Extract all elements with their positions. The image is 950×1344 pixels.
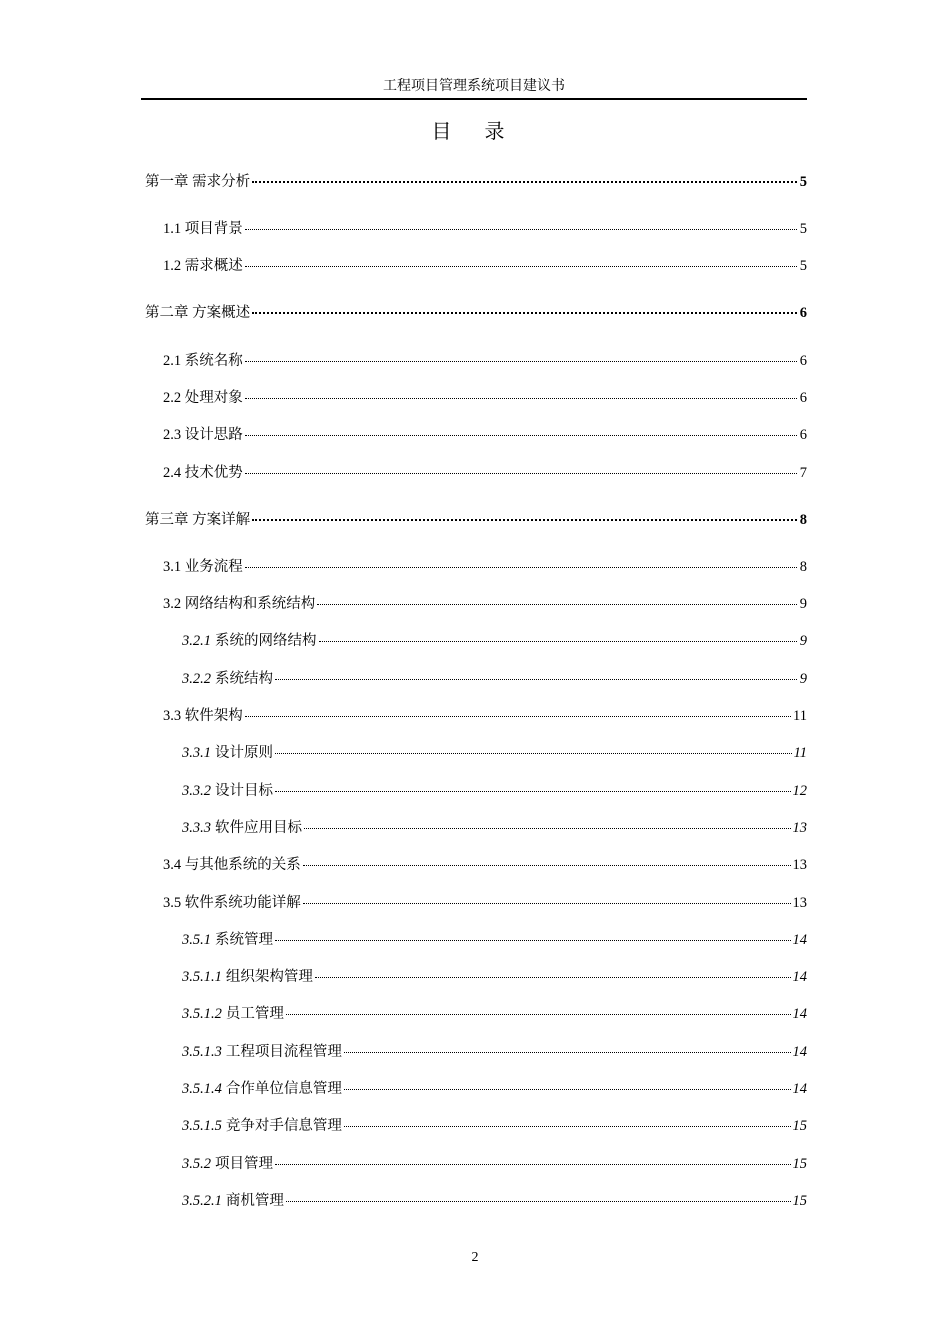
toc-dot-leader (245, 716, 791, 717)
toc-entry-label (182, 743, 273, 763)
toc-dot-leader (245, 567, 797, 568)
toc-dot-leader (317, 604, 797, 605)
toc-entry[interactable] (182, 967, 807, 987)
toc-page-number: 14 (792, 1006, 807, 1022)
toc-entry[interactable] (163, 256, 807, 276)
toc-entry-number: 3.5.1.2 (182, 1006, 222, 1022)
toc-entry-text: 组织架构管理 (225, 969, 313, 985)
toc-entry-label (163, 388, 243, 408)
toc-entry-text: 第二章 方案概述 (145, 305, 251, 321)
toc-entry-text: 竞争对手信息管理 (225, 1118, 342, 1134)
toc-entry[interactable] (182, 669, 807, 689)
toc-page-number: 6 (799, 353, 807, 369)
toc-page-number: 9 (799, 671, 807, 687)
toc-entry-label (182, 1079, 342, 1099)
toc-page-number: 13 (792, 895, 807, 911)
toc-entry-label (163, 893, 301, 913)
toc-entry-text: 1.2 需求概述 (163, 258, 243, 274)
toc-entry-label (163, 256, 243, 276)
toc-dot-leader (275, 1164, 791, 1165)
toc-entry[interactable] (182, 743, 807, 763)
toc-page-number: 8 (799, 512, 807, 528)
toc-entry-text: 员工管理 (225, 1006, 284, 1022)
toc-entry[interactable] (163, 388, 807, 408)
toc-entry-label (145, 172, 250, 192)
toc-page-number: 6 (799, 390, 807, 406)
toc-title: 目 录 (431, 121, 519, 143)
page-header-title: 工程项目管理系统项目建议书 (383, 79, 565, 94)
toc-entry-label (182, 781, 273, 801)
toc-dot-leader (319, 641, 798, 642)
toc-entry-label (163, 425, 243, 445)
toc-dot-leader (275, 940, 791, 941)
toc-dot-leader (245, 473, 797, 474)
toc-entry-text: 设计原则 (215, 745, 273, 761)
toc-entry-label (163, 855, 301, 875)
toc-page-number: 13 (792, 820, 807, 836)
toc-entry-text: 商机管理 (225, 1193, 284, 1209)
toc-entry-label (163, 706, 243, 726)
toc-page-number: 13 (792, 857, 807, 873)
toc-entry-label (145, 510, 250, 530)
toc-entry-number: 3.2.2 (182, 671, 211, 687)
toc-entry-text: 3.3 软件架构 (163, 708, 243, 724)
toc-entry[interactable] (182, 818, 807, 838)
toc-entry-label (182, 669, 273, 689)
toc-entry-number: 3.5.1.5 (182, 1118, 222, 1134)
toc-entry-label (182, 1004, 284, 1024)
toc-entry-label (182, 1191, 284, 1211)
toc-entry-number: 3.5.1.1 (182, 969, 222, 985)
toc-entry-label (163, 594, 315, 614)
toc-entry[interactable] (163, 463, 807, 483)
toc-entry[interactable] (163, 706, 807, 726)
toc-entry[interactable] (163, 557, 807, 577)
toc-dot-leader (315, 977, 791, 978)
toc-entry[interactable] (145, 510, 807, 530)
toc-dot-leader (252, 312, 797, 314)
toc-entry-text: 设计目标 (215, 783, 273, 799)
toc-entry-label (182, 1042, 342, 1062)
toc-entry-text: 2.2 处理对象 (163, 390, 243, 406)
toc-entry-number: 3.5.1.4 (182, 1081, 222, 1097)
toc-page-number: 12 (792, 783, 807, 799)
toc-entry-text: 2.1 系统名称 (163, 353, 243, 369)
toc-entry-text: 系统的网络结构 (215, 633, 317, 649)
toc-entry[interactable] (182, 930, 807, 950)
toc-entry-label (163, 351, 243, 371)
toc-entry[interactable] (182, 1116, 807, 1136)
toc-page-number: 14 (792, 969, 807, 985)
toc-entry[interactable] (182, 1154, 807, 1174)
toc-page-number: 15 (792, 1156, 807, 1172)
toc-dot-leader (344, 1126, 791, 1127)
toc-entry-number: 3.5.1 (182, 932, 211, 948)
toc-page-number: 7 (799, 465, 807, 481)
toc-entry[interactable] (163, 425, 807, 445)
toc-entry-text: 1.1 项目背景 (163, 221, 243, 237)
toc-page-number: 6 (799, 305, 807, 321)
toc-page-number: 9 (799, 633, 807, 649)
toc-dot-leader (245, 266, 797, 267)
toc-page-number: 9 (799, 596, 807, 612)
toc-entry-text: 软件应用目标 (215, 820, 302, 836)
toc-page-number: 11 (793, 708, 807, 724)
toc-entry-text: 合作单位信息管理 (225, 1081, 342, 1097)
toc-entry-text: 3.5 软件系统功能详解 (163, 895, 301, 911)
toc-entry-text: 3.2 网络结构和系统结构 (163, 596, 316, 612)
toc-page-number: 15 (792, 1118, 807, 1134)
toc-entry[interactable] (182, 1042, 807, 1062)
toc-page-number: 8 (799, 559, 807, 575)
toc-dot-leader (303, 865, 791, 866)
toc-entry[interactable] (182, 1079, 807, 1099)
toc-page-number: 5 (799, 258, 807, 274)
toc-entry-label (145, 303, 250, 323)
toc-entry-label (182, 1116, 342, 1136)
toc-entry-number: 3.3.1 (182, 745, 211, 761)
toc-dot-leader (304, 828, 791, 829)
toc-entry[interactable] (182, 631, 807, 651)
toc-page-number: 5 (799, 221, 807, 237)
toc-dot-leader (344, 1089, 791, 1090)
toc-entry-text: 3.1 业务流程 (163, 559, 243, 575)
toc-dot-leader (286, 1014, 791, 1015)
toc-entry-number: 3.5.1.3 (182, 1044, 222, 1060)
toc-entry-text: 2.4 技术优势 (163, 465, 243, 481)
toc-entry[interactable] (163, 594, 807, 614)
toc-entry-label (182, 967, 313, 987)
toc-entry-number: 3.3.2 (182, 783, 211, 799)
toc-entry-label (182, 818, 302, 838)
toc-page-number: 5 (799, 174, 807, 190)
toc-entry[interactable] (163, 219, 807, 239)
toc-entry[interactable] (182, 1191, 807, 1211)
toc-dot-leader (245, 435, 797, 436)
toc-entry-text: 工程项目流程管理 (225, 1044, 342, 1060)
toc-entry[interactable] (163, 893, 807, 913)
toc-dot-leader (245, 398, 797, 399)
toc-entry[interactable] (145, 172, 807, 192)
toc-dot-leader (252, 519, 797, 521)
toc-entry-number: 3.2.1 (182, 633, 211, 649)
toc-entry[interactable] (163, 855, 807, 875)
toc-entry-label (182, 631, 317, 651)
toc-page-number: 6 (799, 427, 807, 443)
toc-page-number: 14 (792, 1081, 807, 1097)
toc-entry-text: 第三章 方案详解 (145, 512, 251, 528)
toc-dot-leader (275, 753, 792, 754)
toc-dot-leader (275, 679, 797, 680)
toc-entry[interactable] (182, 1004, 807, 1024)
toc-entry-label (182, 930, 273, 950)
toc-page-number: 14 (792, 932, 807, 948)
toc-entry-text: 系统结构 (215, 671, 273, 687)
page-number: 2 (471, 1250, 479, 1265)
toc-entry-text: 第一章 需求分析 (145, 174, 251, 190)
toc-entry-text: 项目管理 (215, 1156, 273, 1172)
toc-entry[interactable] (163, 351, 807, 371)
toc-dot-leader (303, 903, 791, 904)
toc-entry-label (163, 219, 243, 239)
toc-page-number: 11 (793, 745, 807, 761)
toc-dot-leader (245, 361, 797, 362)
toc-dot-leader (286, 1201, 791, 1202)
toc-entry-number: 3.5.2.1 (182, 1193, 222, 1209)
toc-dot-leader (275, 791, 791, 792)
toc-entry[interactable] (182, 781, 807, 801)
toc-dot-leader (344, 1052, 791, 1053)
toc-entry-number: 3.5.2 (182, 1156, 211, 1172)
toc-entry[interactable] (145, 303, 807, 323)
toc-dot-leader (252, 181, 797, 183)
toc-entry-number: 3.3.3 (182, 820, 211, 836)
toc-entry-text: 3.4 与其他系统的关系 (163, 857, 301, 873)
toc-dot-leader (245, 229, 797, 230)
toc-entry-text: 系统管理 (215, 932, 273, 948)
toc-entry-label (163, 463, 243, 483)
toc-entry-text: 2.3 设计思路 (163, 427, 243, 443)
toc-entry-label (182, 1154, 273, 1174)
toc-entry-label (163, 557, 243, 577)
toc-page-number: 14 (792, 1044, 807, 1060)
toc-page-number: 15 (792, 1193, 807, 1209)
